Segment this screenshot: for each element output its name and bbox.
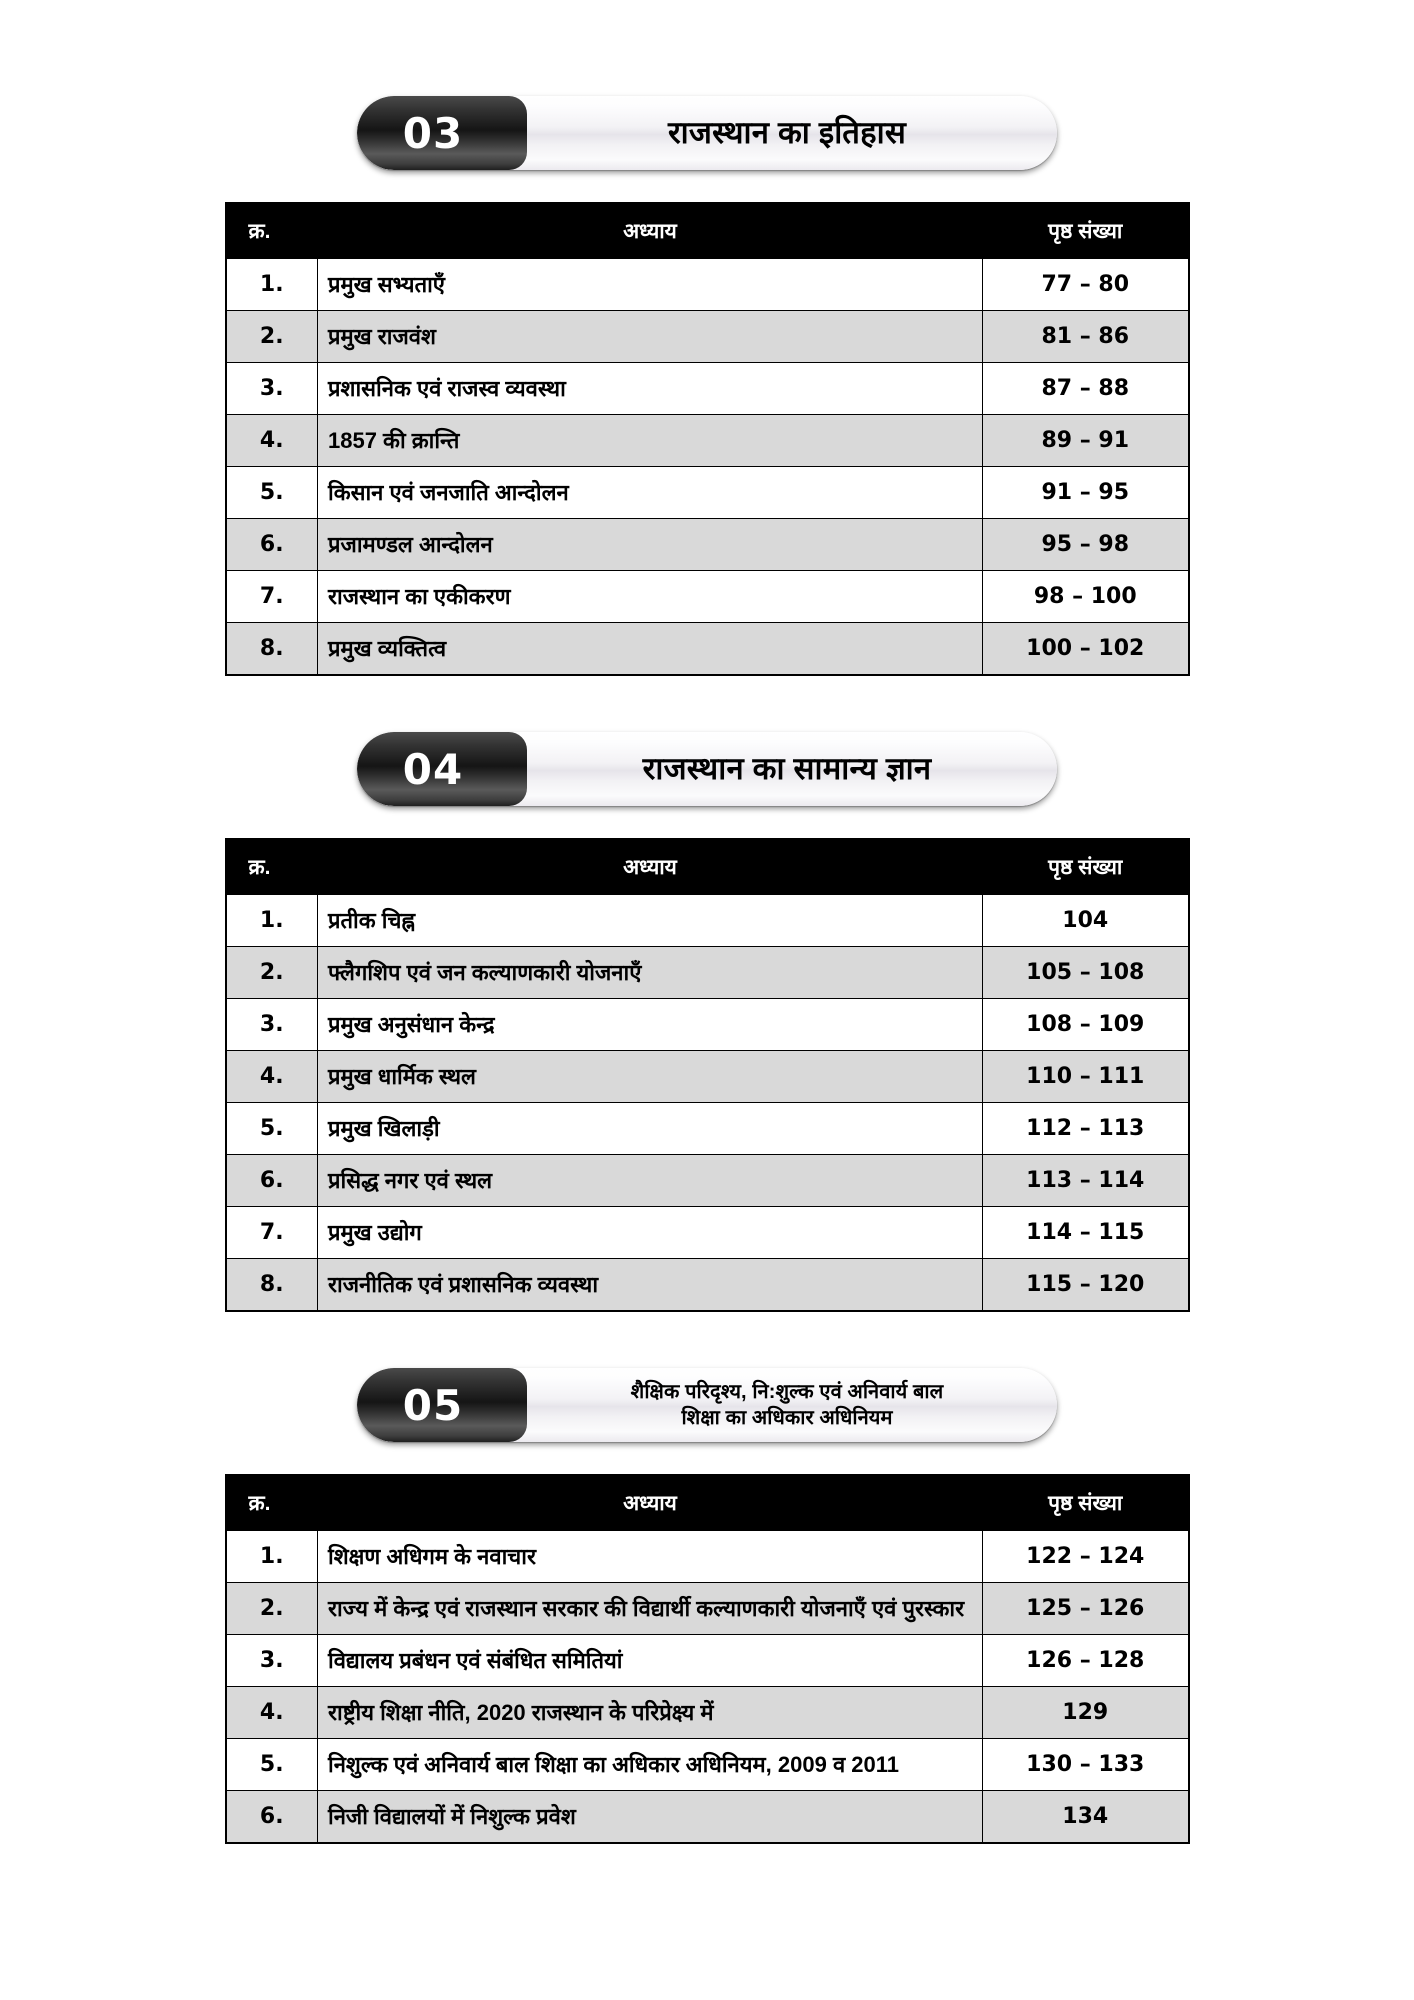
table-row [226,1635,1189,1687]
row-sr: 1. [226,895,318,947]
table-header-row [226,839,1189,895]
table-header-row [226,203,1189,259]
table-row [226,1687,1189,1739]
row-chapter: निजी विद्यालयों में निशुल्क प्रवेश [318,1791,983,1844]
row-chapter: प्रमुख धार्मिक स्थल [318,1051,983,1103]
row-page: 122 – 124 [983,1531,1189,1583]
row-chapter: प्रतीक चिह्न [318,895,983,947]
table-row [226,1531,1189,1583]
row-sr: 2. [226,1583,318,1635]
table-row [226,415,1189,467]
row-chapter: प्रमुख व्यक्तित्व [318,623,983,676]
row-chapter: राजनीतिक एवं प्रशासनिक व्यवस्था [318,1259,983,1312]
banner-pill-03 [357,96,1057,170]
banner-number-04: 04 [402,744,464,794]
table-banner-spacer-05 [0,1312,1414,1368]
header-page: पृष्ठ संख्या [983,839,1189,895]
table-row [226,1583,1189,1635]
header-sr: क्र. [226,203,318,259]
table-row [226,999,1189,1051]
banner-title-line-1: शैक्षिक परिदृश्य, नि:शुल्क एवं अनिवार्य बाल [630,1380,944,1403]
row-page: 112 – 113 [983,1103,1189,1155]
row-sr: 2. [226,947,318,999]
table-row [226,1791,1189,1844]
row-page: 87 – 88 [983,363,1189,415]
table-row [226,1207,1189,1259]
row-page: 114 – 115 [983,1207,1189,1259]
row-sr: 5. [226,467,318,519]
row-page: 95 – 98 [983,519,1189,571]
table-body-03 [226,259,1189,676]
section-banner-03 [0,96,1414,170]
row-sr: 6. [226,1791,318,1844]
row-chapter: प्रमुख उद्योग [318,1207,983,1259]
row-sr: 1. [226,259,318,311]
table-row [226,467,1189,519]
top-spacer [0,0,1414,96]
row-page: 113 – 114 [983,1155,1189,1207]
row-sr: 6. [226,1155,318,1207]
banner-title-04 [509,732,1057,806]
header-chapter: अध्याय [318,1475,983,1531]
row-chapter: निशुल्क एवं अनिवार्य बाल शिक्षा का अधिकार अधिनियम, 2009 व 2011 [318,1739,983,1791]
row-chapter: शिक्षण अधिगम के नवाचार [318,1531,983,1583]
row-sr: 7. [226,571,318,623]
row-chapter: विद्यालय प्रबंधन एवं संबंधित समितियां [318,1635,983,1687]
banner-number-badge-04 [357,732,509,806]
banner-title-05 [509,1368,1057,1442]
table-row [226,311,1189,363]
row-chapter: राज्य में केन्द्र एवं राजस्थान सरकार की विद्यार्थी कल्याणकारी योजनाएँ एवं पुरस्कार [318,1583,983,1635]
table-row [226,623,1189,676]
table-banner-spacer-04 [0,676,1414,732]
row-sr: 2. [226,311,318,363]
table-body-04 [226,895,1189,1312]
row-page: 98 – 100 [983,571,1189,623]
table-row [226,1259,1189,1312]
table-row [226,519,1189,571]
banner-pill-04 [357,732,1057,806]
row-sr: 8. [226,1259,318,1312]
header-page: पृष्ठ संख्या [983,203,1189,259]
header-page: पृष्ठ संख्या [983,1475,1189,1531]
row-chapter: किसान एवं जनजाति आन्दोलन [318,467,983,519]
banner-title-line-2: शिक्षा का अधिकार अधिनियम [681,1407,893,1429]
section-banner-05 [0,1368,1414,1442]
banner-number-05: 05 [402,1380,464,1430]
row-page: 104 [983,895,1189,947]
row-sr: 6. [226,519,318,571]
banner-pill-05 [357,1368,1057,1442]
table-row [226,571,1189,623]
header-sr: क्र. [226,839,318,895]
row-sr: 7. [226,1207,318,1259]
row-sr: 4. [226,415,318,467]
table-row [226,259,1189,311]
table-head-05 [226,1475,1189,1531]
row-chapter: राष्ट्रीय शिक्षा नीति, 2020 राजस्थान के परिप्रेक्ष्य में [318,1687,983,1739]
row-sr: 3. [226,999,318,1051]
row-page: 134 [983,1791,1189,1844]
row-chapter: राजस्थान का एकीकरण [318,571,983,623]
row-sr: 3. [226,1635,318,1687]
header-sr: क्र. [226,1475,318,1531]
banner-title-line-1: राजस्थान का सामान्य ज्ञान [642,750,932,786]
banner-table-spacer-05b [0,1442,1414,1474]
table-row [226,1051,1189,1103]
row-page: 130 – 133 [983,1739,1189,1791]
row-sr: 5. [226,1739,318,1791]
row-sr: 4. [226,1051,318,1103]
toc-table-04 [225,838,1190,1312]
row-chapter: प्रजामण्डल आन्दोलन [318,519,983,571]
row-sr: 8. [226,623,318,676]
section-banner-04 [0,732,1414,806]
table-header-row [226,1475,1189,1531]
banner-table-spacer-03 [0,170,1414,202]
table-head-04 [226,839,1189,895]
row-chapter: फ्लैगशिप एवं जन कल्याणकारी योजनाएँ [318,947,983,999]
row-page: 115 – 120 [983,1259,1189,1312]
table-row [226,363,1189,415]
row-chapter: प्रशासनिक एवं राजस्व व्यवस्था [318,363,983,415]
table-row [226,1155,1189,1207]
banner-title-line-1: राजस्थान का इतिहास [667,114,907,150]
row-page: 81 – 86 [983,311,1189,363]
banner-number-badge-05 [357,1368,509,1442]
banner-table-spacer-04b [0,806,1414,838]
row-sr: 1. [226,1531,318,1583]
row-sr: 5. [226,1103,318,1155]
row-sr: 3. [226,363,318,415]
row-sr: 4. [226,1687,318,1739]
row-chapter: प्रमुख अनुसंधान केन्द्र [318,999,983,1051]
row-page: 110 – 111 [983,1051,1189,1103]
banner-number-03: 03 [402,108,464,158]
row-page: 108 – 109 [983,999,1189,1051]
banner-title-03 [509,96,1057,170]
row-page: 89 – 91 [983,415,1189,467]
header-chapter: अध्याय [318,839,983,895]
row-chapter: प्रमुख खिलाड़ी [318,1103,983,1155]
table-body-05 [226,1531,1189,1844]
toc-table-03 [225,202,1190,676]
row-page: 129 [983,1687,1189,1739]
row-page: 126 – 128 [983,1635,1189,1687]
row-chapter: प्रमुख सभ्यताएँ [318,259,983,311]
header-chapter: अध्याय [318,203,983,259]
table-row [226,1739,1189,1791]
row-page: 105 – 108 [983,947,1189,999]
toc-table-05 [225,1474,1190,1844]
banner-number-badge-03 [357,96,509,170]
row-chapter: प्रमुख राजवंश [318,311,983,363]
table-row [226,1103,1189,1155]
table-head-03 [226,203,1189,259]
row-page: 77 – 80 [983,259,1189,311]
row-chapter: 1857 की क्रान्ति [318,415,983,467]
row-page: 91 – 95 [983,467,1189,519]
row-page: 125 – 126 [983,1583,1189,1635]
table-row [226,947,1189,999]
row-chapter: प्रसिद्ध नगर एवं स्थल [318,1155,983,1207]
table-row [226,895,1189,947]
row-page: 100 – 102 [983,623,1189,676]
